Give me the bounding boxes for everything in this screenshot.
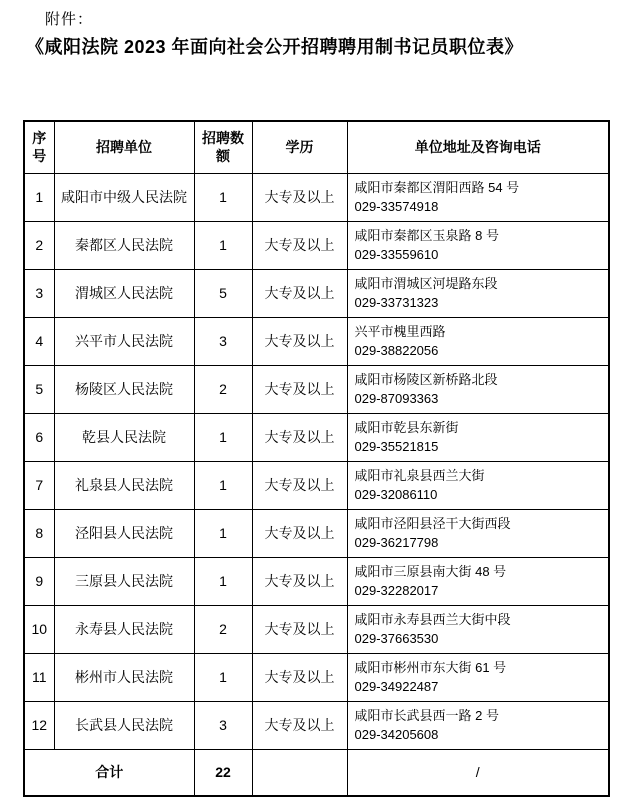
address-line: 咸阳市秦都区渭阳西路 54 号 [354,179,520,195]
phone-line: 029-34922487 [354,679,439,694]
cell-unit: 泾阳县人民法院 [54,509,194,557]
cell-unit: 兴平市人民法院 [54,317,194,365]
phone-line: 029-33559610 [354,247,439,262]
cell-no: 6 [24,413,54,461]
address-line: 咸阳市泾阳县泾干大街西段 [354,515,511,531]
cell-education: 大专及以上 [252,557,347,605]
cell-education: 大专及以上 [252,653,347,701]
cell-count: 1 [194,221,252,269]
cell-address [347,605,609,653]
cell-address [347,269,609,317]
phone-line: 029-32086110 [354,487,438,502]
header-count: 招聘数额 [194,121,252,173]
attachment-label: 附件： [45,11,94,28]
cell-unit: 永寿县人民法院 [54,605,194,653]
address-line: 兴平市槐里西路 [354,323,446,339]
table-row [24,365,609,413]
cell-no: 12 [24,701,54,749]
address-line: 咸阳市礼泉县西兰大街 [354,467,485,483]
cell-unit: 咸阳市中级人民法院 [54,173,194,221]
cell-count: 1 [194,413,252,461]
cell-unit: 渭城区人民法院 [54,269,194,317]
table-row [24,269,609,317]
total-row [24,749,609,796]
address-line: 咸阳市长武县西一路 2 号 [354,707,499,723]
cell-no: 3 [24,269,54,317]
phone-line: 029-37663530 [354,631,439,646]
cell-unit: 礼泉县人民法院 [54,461,194,509]
table-footer [24,749,609,796]
phone-line: 029-32282017 [354,583,439,598]
cell-no: 8 [24,509,54,557]
cell-count: 1 [194,557,252,605]
table-header [24,121,609,173]
table-row [24,461,609,509]
cell-address [347,365,609,413]
address-line: 咸阳市秦都区玉泉路 8 号 [354,227,499,243]
cell-count: 2 [194,365,252,413]
cell-no: 7 [24,461,54,509]
total-label: 合计 [24,749,194,796]
address-line: 咸阳市彬州市东大街 61 号 [354,659,507,675]
cell-education: 大专及以上 [252,173,347,221]
cell-no: 9 [24,557,54,605]
cell-count: 3 [194,317,252,365]
cell-education: 大专及以上 [252,365,347,413]
table-row [24,509,609,557]
cell-unit: 三原县人民法院 [54,557,194,605]
phone-line: 029-34205608 [354,727,439,742]
phone-line: 029-33574918 [354,199,439,214]
cell-address [347,653,609,701]
address-line: 咸阳市杨陵区新桥路北段 [354,371,498,387]
table-row [24,173,609,221]
cell-no: 11 [24,653,54,701]
cell-count: 2 [194,605,252,653]
cell-address [347,413,609,461]
cell-education: 大专及以上 [252,509,347,557]
cell-education: 大专及以上 [252,317,347,365]
cell-no: 5 [24,365,54,413]
cell-count: 3 [194,701,252,749]
table-row [24,701,609,749]
cell-education: 大专及以上 [252,221,347,269]
cell-address [347,461,609,509]
cell-address [347,509,609,557]
cell-no: 10 [24,605,54,653]
table-row [24,653,609,701]
address-line: 咸阳市渭城区河堤路东段 [354,275,498,291]
cell-address [347,317,609,365]
header-row [24,121,609,173]
cell-address [347,557,609,605]
phone-line: 029-35521815 [354,439,439,454]
phone-line: 029-36217798 [354,535,439,550]
header-no: 序号 [24,121,54,173]
cell-count: 1 [194,509,252,557]
total-count: 22 [194,749,252,796]
cell-no: 1 [24,173,54,221]
cell-count: 1 [194,653,252,701]
table-row [24,413,609,461]
page-title: 《咸阳法院 2023 年面向社会公开招聘聘用制书记员职位表》 [26,37,524,57]
total-education [252,749,347,796]
cell-education: 大专及以上 [252,413,347,461]
cell-unit: 秦都区人民法院 [54,221,194,269]
table-row [24,317,609,365]
address-line: 咸阳市乾县东新街 [354,419,459,435]
cell-count: 5 [194,269,252,317]
table-row [24,605,609,653]
cell-no: 2 [24,221,54,269]
cell-education: 大专及以上 [252,605,347,653]
phone-line: 029-87093363 [354,391,439,406]
cell-unit: 杨陵区人民法院 [54,365,194,413]
header-unit: 招聘单位 [54,121,194,173]
table-row [24,221,609,269]
address-line: 咸阳市三原县南大街 48 号 [354,563,507,579]
address-line: 咸阳市永寿县西兰大街中段 [354,611,511,627]
cell-unit: 长武县人民法院 [54,701,194,749]
cell-no: 4 [24,317,54,365]
cell-education: 大专及以上 [252,269,347,317]
cell-count: 1 [194,461,252,509]
table-body [24,173,609,749]
cell-unit: 彬州市人民法院 [54,653,194,701]
header-address: 单位地址及咨询电话 [347,121,609,173]
cell-count: 1 [194,173,252,221]
cell-education: 大专及以上 [252,701,347,749]
cell-unit: 乾县人民法院 [54,413,194,461]
cell-address [347,701,609,749]
phone-line: 029-33731323 [354,295,439,310]
cell-education: 大专及以上 [252,461,347,509]
phone-line: 029-38822056 [354,343,439,358]
total-slash: / [347,749,609,796]
cell-address [347,221,609,269]
positions-table [23,120,610,797]
header-education: 学历 [252,121,347,173]
table-row [24,557,609,605]
cell-address [347,173,609,221]
